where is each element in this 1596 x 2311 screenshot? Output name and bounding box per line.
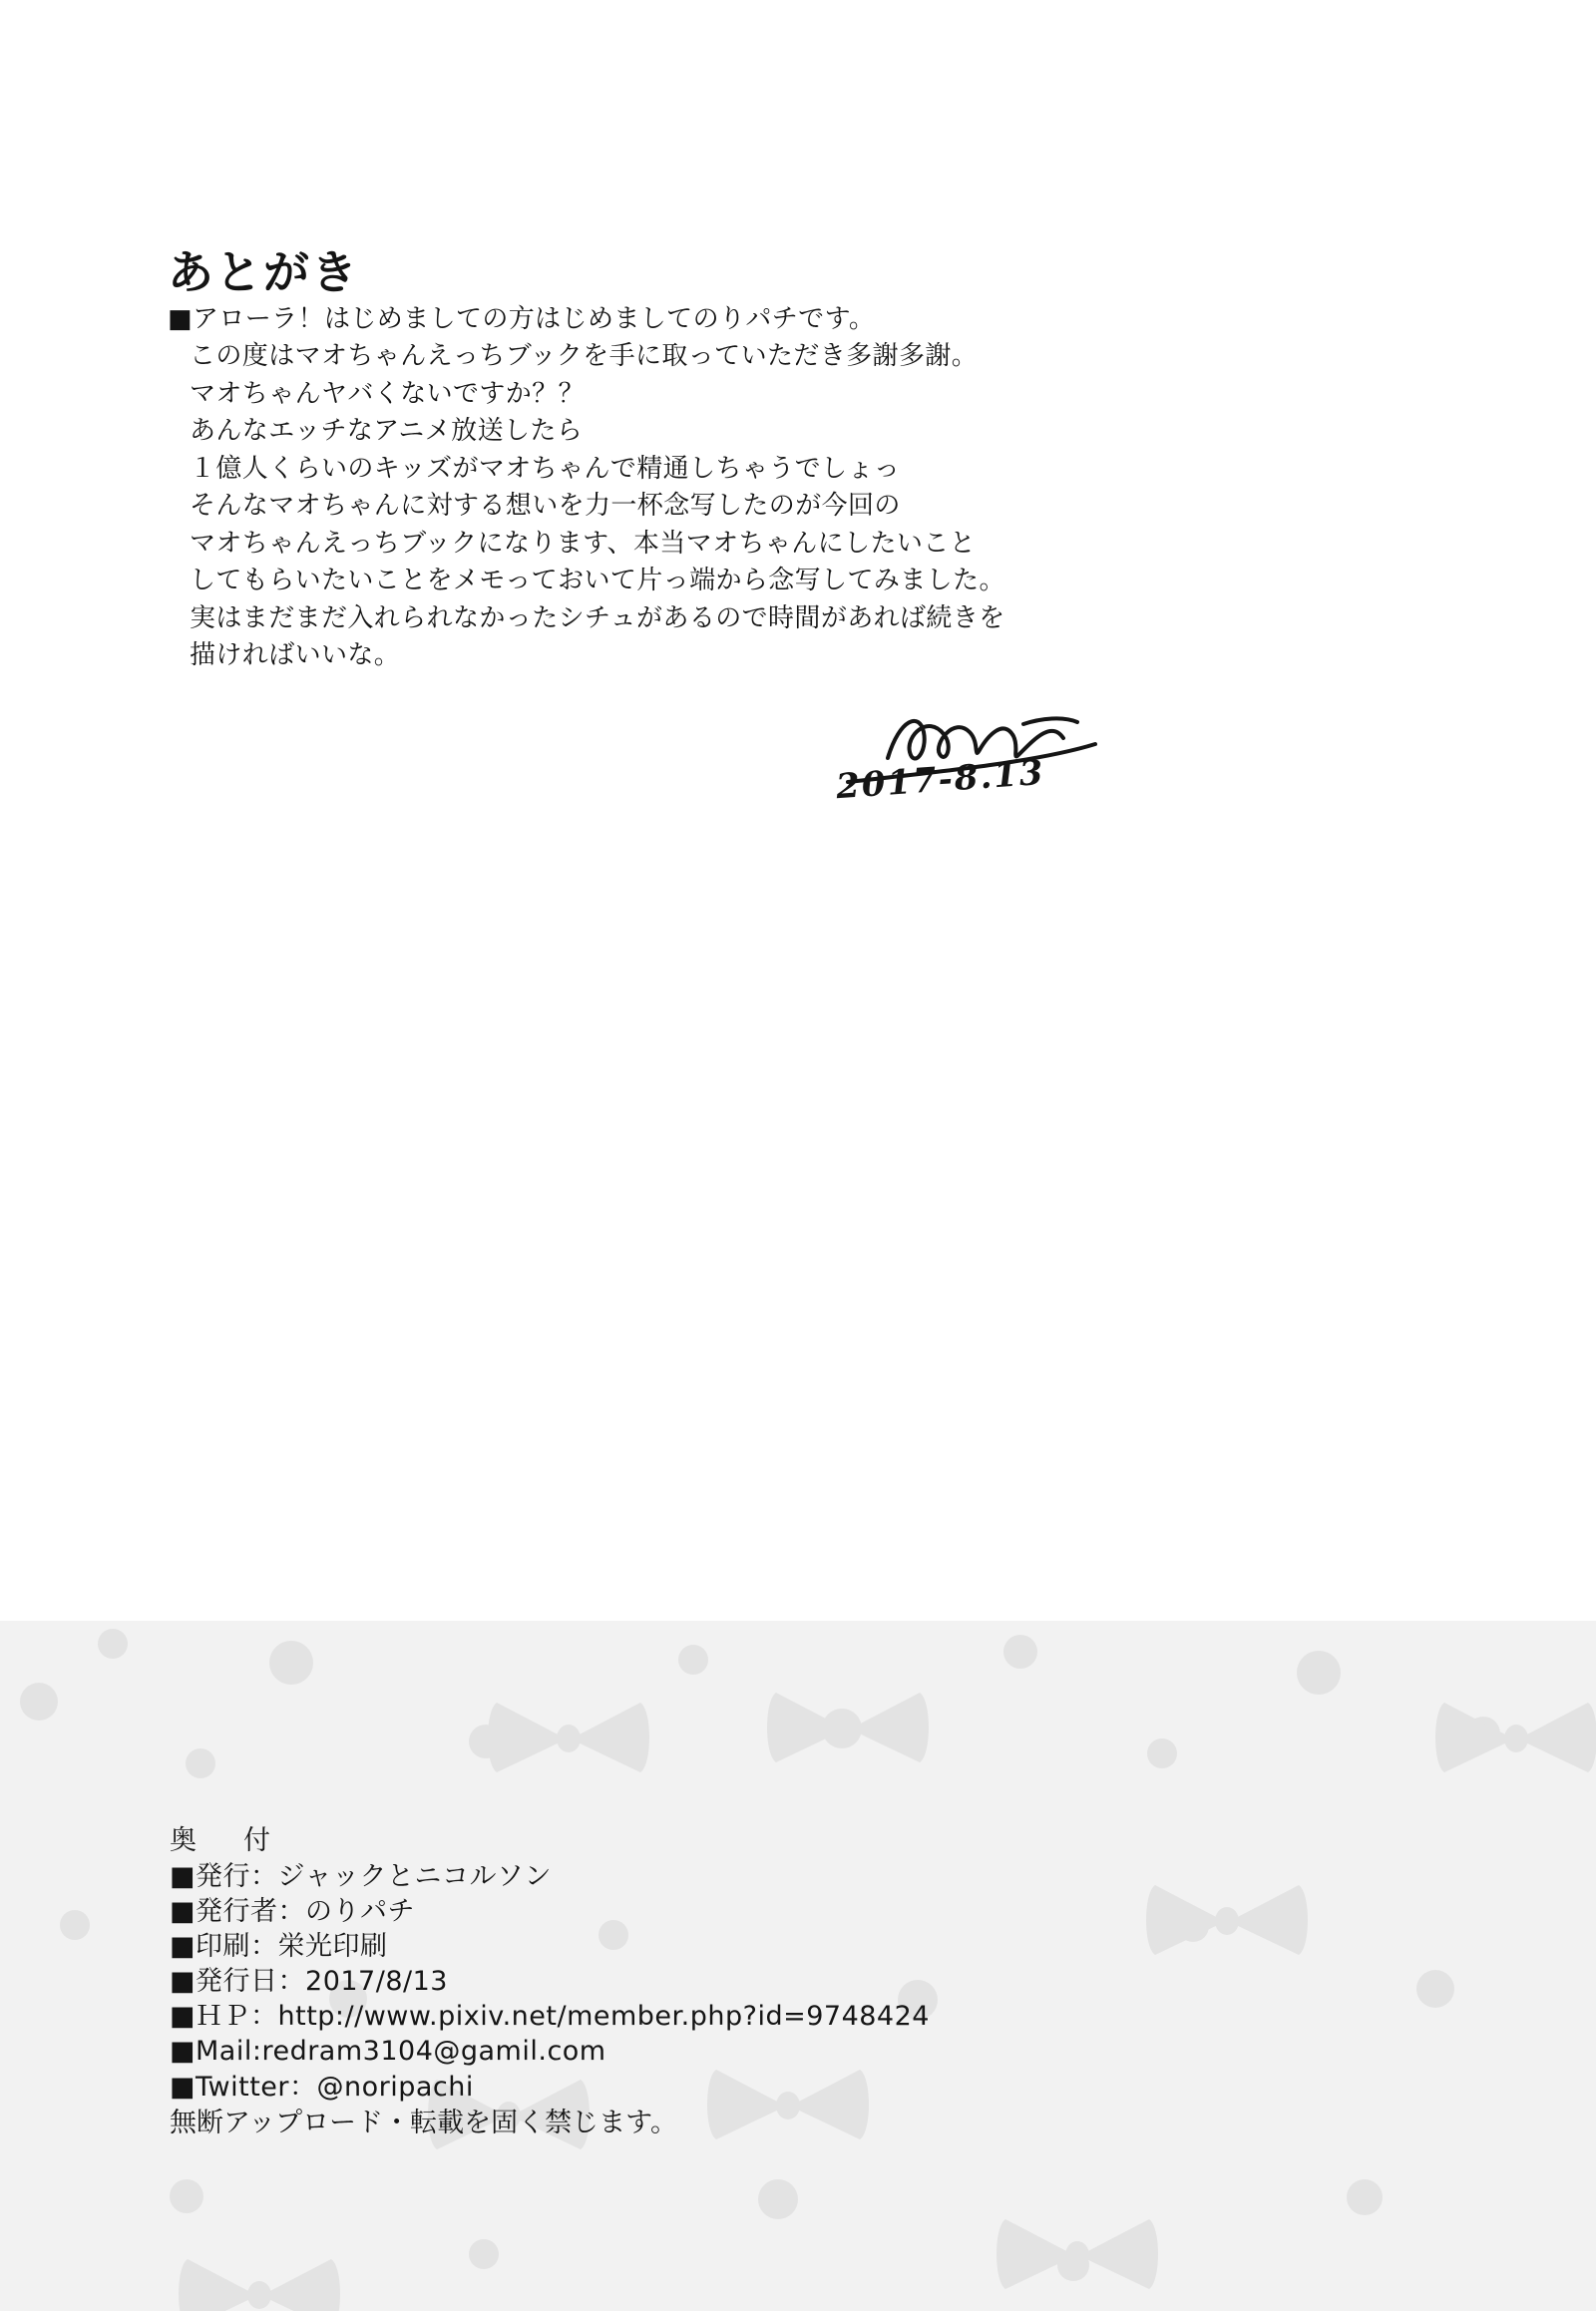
afterword-line: 実はまだまだ入れられなかったシチュがあるので時間があれば続きを <box>190 602 1005 633</box>
afterword-line: マオちゃんヤバくないですか？？ <box>190 378 586 409</box>
afterword-line: してもらいたいことをメモっておいて片っ端から念写してみました。 <box>190 566 1005 596</box>
colophon-section <box>170 1818 1367 2140</box>
list-item: ■発行：ジャックとニコルソン <box>170 1861 552 1892</box>
afterword-line: あんなエッチなアニメ放送したら <box>190 416 584 447</box>
bow-icon <box>1426 1683 1596 1792</box>
afterword-line: マオちゃんえっちブックになります、本当マオちゃんにしたいこと <box>190 528 977 559</box>
list-item-homepage[interactable]: ■ＨＰ：http://www.pixiv.net/member.php?id=9748424 <box>170 2001 930 2033</box>
reproduction-notice: 無断アップロード・転載を固く禁じます。 <box>170 2107 677 2138</box>
bow-icon <box>988 2199 1167 2309</box>
list-item-mail[interactable]: ■Mail:redram3104@gamil.com <box>170 2036 606 2068</box>
list-item-twitter[interactable]: ■Twitter：@noripachi <box>170 2071 474 2103</box>
afterword-line: 描ければいいな。 <box>190 639 401 670</box>
list-item: ■発行日：2017/8/13 <box>170 1966 448 1998</box>
afterword-line: この度はマオちゃんえっちブックを手に取っていただき多謝多謝。 <box>190 341 979 372</box>
list-item: ■発行者：のりパチ <box>170 1896 416 1928</box>
colophon-list <box>170 1859 1367 2105</box>
afterword-line: ■アローラ！はじめましての方はじめましてのりパチです。 <box>168 304 876 334</box>
bow-icon <box>170 2239 349 2311</box>
handwritten-signature <box>828 698 1187 818</box>
bow-icon <box>479 1683 658 1792</box>
afterword-line: １億人くらいのキッズがマオちゃんで精通しちゃうでしょっ <box>190 453 901 484</box>
afterword-line: そんなマオちゃんに対する想いを力一杯念写したのが今回の <box>190 491 901 522</box>
signature-date: 2017-8.13 <box>834 752 1046 808</box>
list-item: ■印刷：栄光印刷 <box>170 1931 388 1963</box>
afterword-body <box>168 301 1365 674</box>
afterword-section <box>168 245 1365 674</box>
colophon-title: 奥 付 <box>170 1825 280 1856</box>
bow-icon <box>758 1673 938 1782</box>
page-title: あとがき <box>168 245 359 299</box>
